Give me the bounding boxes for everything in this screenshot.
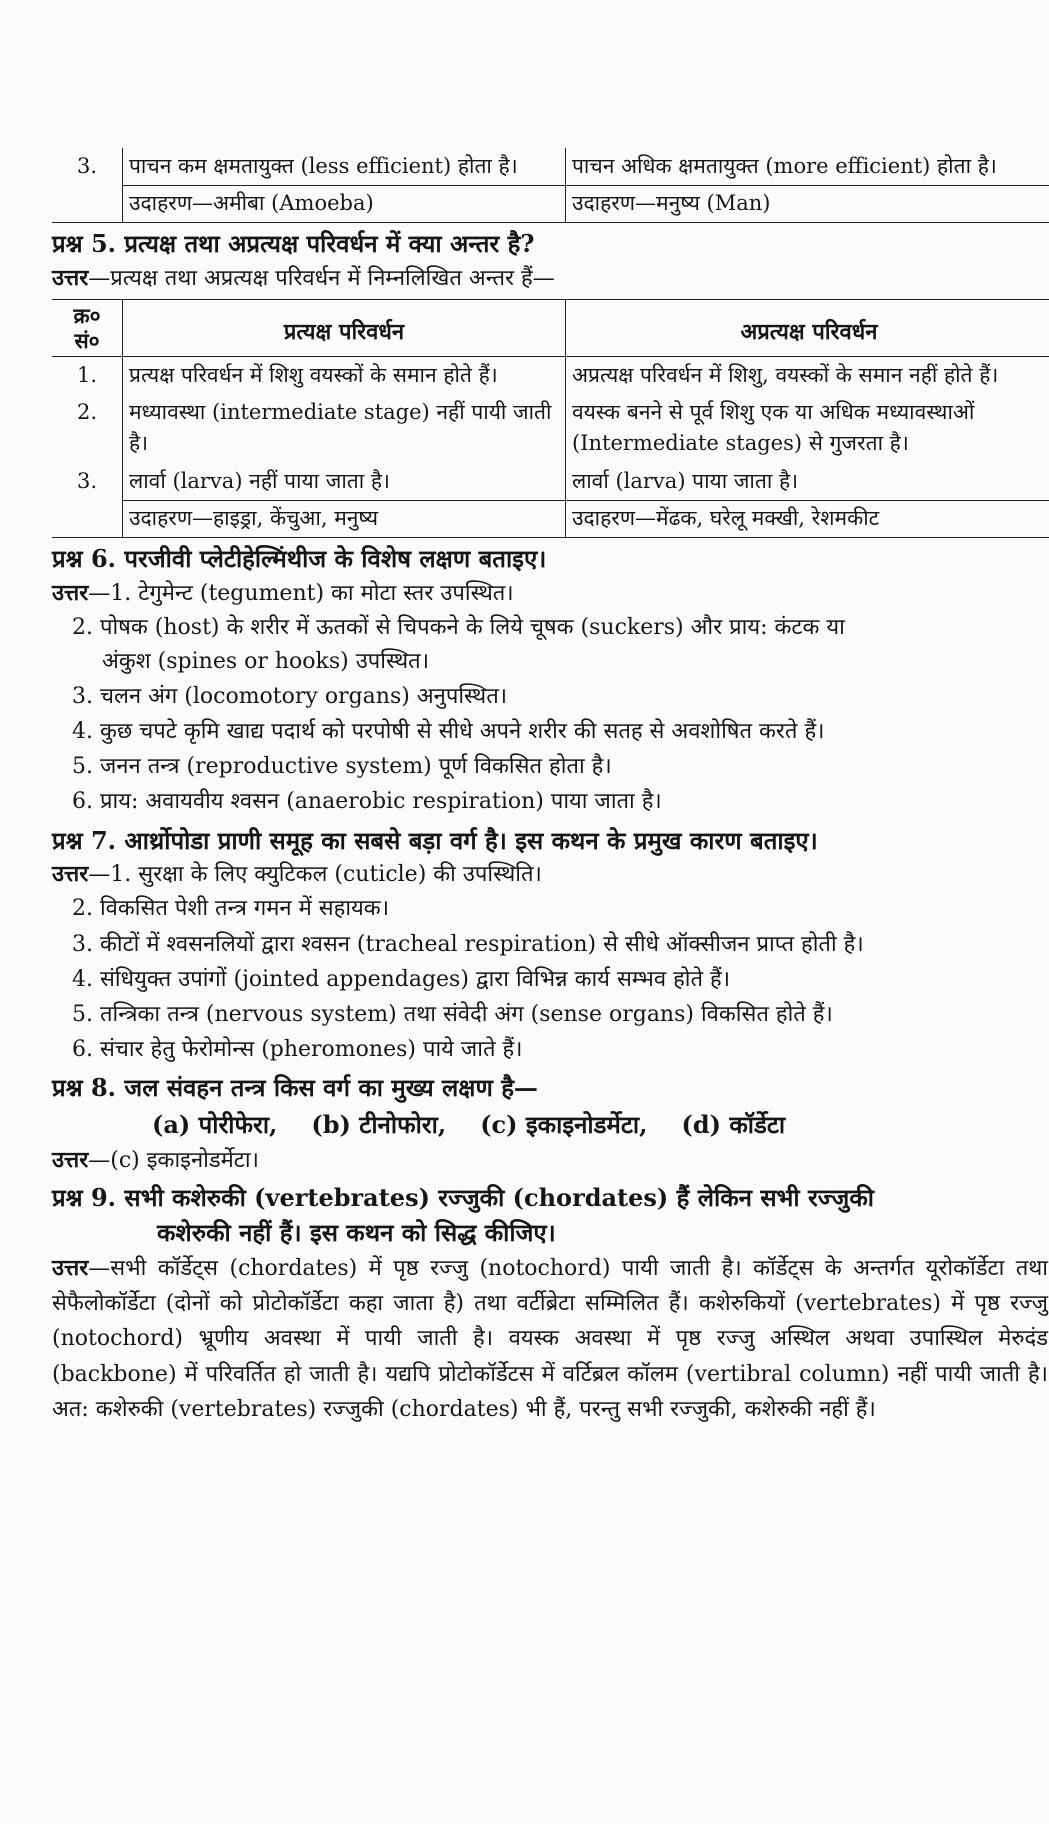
cell-direct: मध्यावस्था (intermediate stage) नहीं पायी जाती है।: [123, 394, 566, 462]
option-d: (d) कॉर्डेटा: [681, 1110, 786, 1140]
example-col-a: उदाहरण—अमीबा (Amoeba): [123, 186, 566, 223]
question-9-continuation: कशेरुकी नहीं हैं। इस कथन को सिद्ध कीजिए।: [157, 1218, 556, 1248]
question-9: प्रश्न 9. सभी कशेरुकी (vertebrates) रज्जुकी (chordates) हैं लेकिन सभी रज्जुकी: [52, 1183, 874, 1213]
comparison-table-1: [52, 148, 1049, 223]
options-row: [52, 1106, 1048, 1144]
cell-indirect: अप्रत्यक्ष परिवर्धन में शिशु, वयस्कों के समान नहीं होते हैं।: [566, 357, 1049, 395]
answer-5: [52, 262, 1048, 295]
answer-label: उत्तर: [52, 264, 89, 291]
list-item: 3. कीटों में श्वसनलियों द्वारा श्वसन (tracheal respiration) से सीधे ऑक्सीजन प्राप्त होती है।: [72, 931, 864, 957]
answer-text: —(c) इकाइनोडर्मेटा।: [88, 1148, 259, 1174]
list-item: 6. प्राय: अवायवीय श्वसन (anaerobic respiration) पाया जाता है।: [72, 789, 662, 815]
list-item: 5. जनन तन्त्र (reproductive system) पूर्ण विकसित होता है।: [72, 754, 612, 780]
option-b: (b) टीनोफोरा,: [311, 1110, 447, 1140]
cell-direct: लार्वा (larva) नहीं पाया जाता है।: [123, 463, 566, 501]
list-item: 2. पोषक (host) के शरीर में ऊतकों से चिपकने के लिये चूषक (suckers) और प्राय: कंटक या: [72, 614, 845, 640]
question-8: प्रश्न 8. जल संवहन तन्त्र किस वर्ग का मुख्य लक्षण है—: [52, 1073, 538, 1103]
question-5: प्रश्न 5. प्रत्यक्ष तथा अप्रत्यक्ष परिवर्धन में क्या अन्तर है?: [52, 229, 535, 259]
list-item: 3. चलन अंग (locomotory organs) अनुपस्थित।: [72, 683, 508, 709]
list-item: 2. विकसित पेशी तन्त्र गमन में सहायक।: [72, 896, 390, 922]
row-number: 3.: [76, 154, 98, 178]
comparison-table-2: [52, 299, 1049, 538]
cell-direct: प्रत्यक्ष परिवर्धन में शिशु वयस्कों के समान होते हैं।: [123, 357, 566, 395]
cell-indirect: वयस्क बनने से पूर्व शिशु एक या अधिक मध्यावस्थाओं (Intermediate stages) से गुजरता है।: [566, 394, 1049, 462]
option-a: (a) पोरीफेरा,: [152, 1110, 278, 1140]
question-6: प्रश्न 6. परजीवी प्लेटीहेल्मिंथीज के विशेष लक्षण बताइए।: [52, 543, 547, 573]
list-item: 4. कुछ चपटे कृमि खाद्य पदार्थ को परपोषी से सीधे अपने शरीर की सतह से अवशोषित करते हैं।: [72, 718, 825, 744]
header-direct: प्रत्यक्ष परिवर्धन: [123, 299, 566, 356]
cell-col-b: पाचन अधिक क्षमतायुक्त (more efficient) होता है।: [566, 148, 1049, 186]
answer-label: उत्तर: [52, 579, 89, 606]
header-indirect: अप्रत्यक्ष परिवर्धन: [566, 299, 1049, 356]
example-direct: उदाहरण—हाइड्रा, केंचुआ, मनुष्य: [123, 500, 566, 537]
header-serial: क्र० सं०: [52, 299, 123, 356]
answer-9: [52, 1251, 1048, 1427]
answer-8: [52, 1144, 1048, 1177]
example-indirect: उदाहरण—मेंढक, घरेलू मक्खी, रेशमकीट: [566, 500, 1049, 537]
question-7: प्रश्न 7. आर्थ्रोपोडा प्राणी समूह का सबसे बड़ा वर्ग है। इस कथन के प्रमुख कारण बताइए।: [52, 825, 818, 855]
page-content: [52, 148, 1048, 1427]
list-item: 6. संचार हेतु फेरोमोन्स (pheromones) पाये जाते हैं।: [72, 1037, 523, 1063]
answer-text: —सभी कॉर्डेट्स (chordates) में पृष्ठ रज्जु (notochord) पायी जाती है। कॉर्डेट्स के अन्तर्गत यूरोकॉर्डेटा तथा सेफैलोकॉर्डेटा (दोनों को प्रोटोकॉर्डेटा कहा जाता है) तथा वर्टीब्रेटा सम्मिलित हैं। कशेरुकियों (vertebrates) में पृष्ठ रज्जु (notochord) भ्रूणीय अवस्था में पायी जाती है। वयस्क अवस्था में पृष्ठ रज्जु अस्थिल अथवा उपास्थिल मेरुदंड (backbone) में परिवर्तित हो जाती है। यद्यपि प्रोटोकॉर्डेटस में वर्टिब्रल कॉलम (vertibral column) नहीं पायी जाती है। अत: कशेरुकी (vertebrates) रज्जुकी (chordates) भी हैं, परन्तु सभी रज्जुकी, कशेरुकी नहीं हैं।: [52, 1256, 1048, 1422]
answer-text: —1. टेगुमेन्ट (tegument) का मोटा स्तर उपस्थित।: [88, 580, 514, 606]
row-number: 2.: [76, 400, 98, 425]
example-col-b: उदाहरण—मनुष्य (Man): [566, 186, 1049, 223]
cell-indirect: लार्वा (larva) पाया जाता है।: [566, 463, 1049, 501]
list-item: 4. संधियुक्त उपांगों (jointed appendages) द्वारा विभिन्न कार्य सम्भव होते हैं।: [72, 966, 731, 992]
answer-label: उत्तर: [52, 1147, 89, 1174]
row-number: 3.: [76, 468, 98, 493]
answer-label: उत्तर: [52, 861, 89, 888]
list-item: 5. तन्त्रिका तन्त्र (nervous system) तथा संवेदी अंग (sense organs) विकसित होते हैं।: [72, 1001, 833, 1027]
option-c: (c) इकाइनोडर्मेटा,: [480, 1110, 648, 1140]
row-number: 1.: [76, 363, 98, 388]
answer-text: —प्रत्यक्ष तथा अप्रत्यक्ष परिवर्धन में निम्नलिखित अन्तर हैं—: [88, 265, 555, 291]
answer-text: —1. सुरक्षा के लिए क्युटिकल (cuticle) की उपस्थिति।: [88, 862, 542, 888]
answer-7-first: [52, 858, 1048, 891]
cell-col-a: पाचन कम क्षमतायुक्त (less efficient) होता है।: [123, 148, 566, 186]
answer-6-first: [52, 577, 1048, 610]
answer-label: उत्तर: [52, 1255, 89, 1282]
list-item-continuation: अंकुश (spines or hooks) उपस्थित।: [102, 648, 430, 674]
